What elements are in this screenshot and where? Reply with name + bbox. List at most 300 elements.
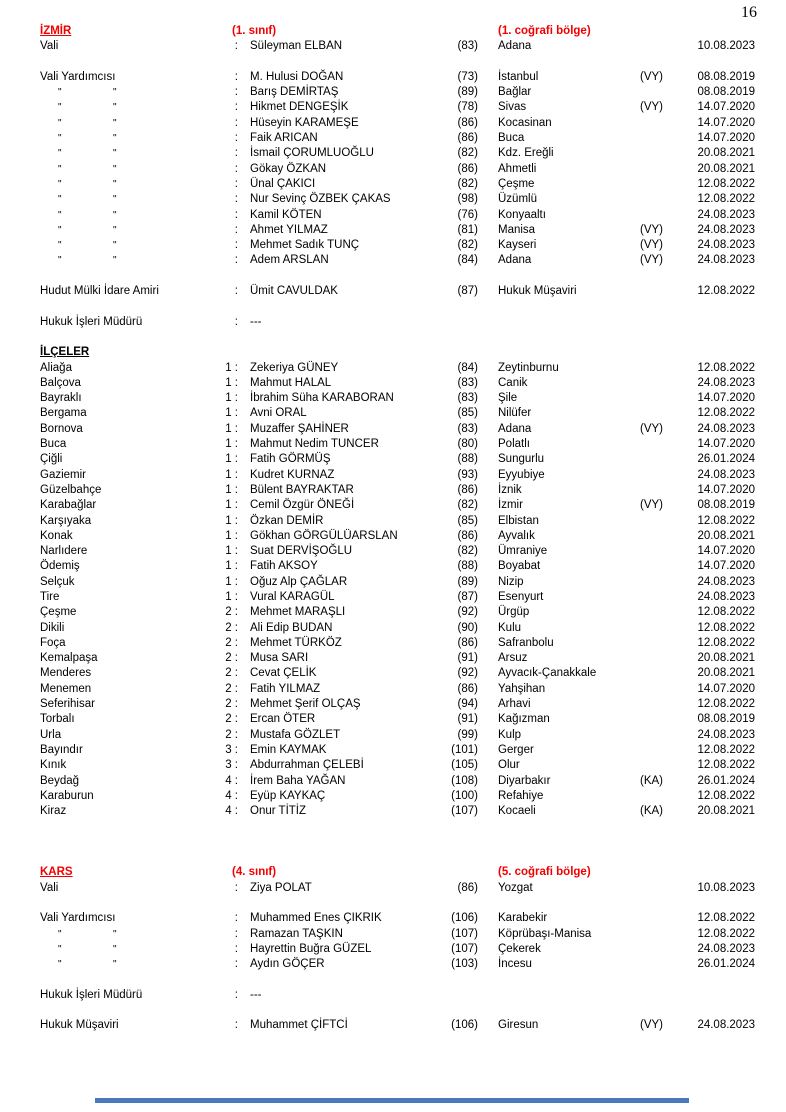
origin-city: İzmir: [498, 499, 523, 512]
role-label: Hukuk İşleri Müdürü: [40, 988, 143, 1001]
ditto-quote-icon: ": [58, 209, 62, 221]
officer-name: Mehmet Sadık TUNÇ: [250, 239, 360, 252]
role-label: Foça: [40, 636, 66, 649]
role-label: Kemalpaşa: [40, 652, 98, 665]
row-number-colon: :: [234, 927, 238, 940]
officer-code: (80): [457, 438, 478, 451]
table-row: [40, 758, 755, 773]
row-number-colon: 1 :: [225, 545, 238, 558]
officer-code: (91): [457, 652, 478, 665]
role-label: Karaburun: [40, 789, 94, 802]
origin-city: Yahşihan: [498, 682, 546, 695]
blank-row: [40, 55, 755, 70]
status-tag: [636, 192, 676, 207]
table-row: [40, 406, 755, 421]
role-label: Gaziemir: [40, 468, 87, 481]
officer-name: İbrahim Süha KARABORAN: [250, 392, 394, 405]
table-row: [40, 483, 755, 498]
row-number-colon: :: [234, 223, 238, 236]
ditto-quote-icon: ": [113, 178, 117, 190]
table-row: [40, 85, 755, 100]
row-number-colon: 1 :: [225, 560, 238, 573]
role-label: Buca: [40, 438, 67, 451]
officer-name: Hüseyin KARAMEŞE: [250, 116, 359, 129]
row-number-colon: 1 :: [225, 392, 238, 405]
row-number-colon: :: [234, 958, 238, 971]
role-label: Kınık: [40, 759, 67, 772]
row-number-colon: :: [234, 208, 238, 221]
role-label: Vali Yardımcısı: [40, 912, 116, 925]
status-tag: [636, 789, 676, 804]
ditto-quote-icon: ": [113, 943, 117, 955]
table-row: [40, 131, 755, 146]
origin-city: Kdz. Ereğli: [498, 147, 554, 160]
role-label: Hudut Mülki İdare Amiri: [40, 285, 159, 298]
ditto-quote-icon: ": [113, 959, 117, 971]
row-number-colon: 4 :: [225, 805, 238, 818]
class-note: (1. sınıf): [232, 25, 277, 37]
officer-name: İrem Baha YAĞAN: [250, 774, 346, 787]
officer-code: (73): [457, 70, 478, 83]
origin-city: Kulu: [498, 621, 522, 634]
table-row: [40, 988, 755, 1003]
officer-name: Özkan DEMİR: [250, 514, 324, 527]
table-row: [40, 636, 755, 651]
role-label: Aliağa: [40, 361, 72, 374]
officer-code: (83): [457, 392, 478, 405]
officer-name: Hikmet DENGEŞİK: [250, 101, 349, 114]
origin-city: Nizip: [498, 575, 524, 588]
origin-city: Üzümlü: [498, 193, 537, 206]
status-tag: (VY): [640, 239, 663, 252]
appointment-date: 24.08.2023: [697, 575, 755, 588]
origin-city: Diyarbakır: [498, 774, 551, 787]
officer-name: ---: [250, 988, 262, 1001]
role-label: Vali: [40, 881, 59, 894]
personnel-list: [40, 24, 755, 1034]
table-row: [40, 942, 755, 957]
province-name: KARS: [40, 866, 73, 879]
row-number-colon: 1 :: [225, 590, 238, 603]
officer-name: Gökay ÖZKAN: [250, 162, 327, 175]
appointment-date: 12.08.2022: [697, 621, 755, 634]
row-number-colon: :: [234, 132, 238, 145]
appointment-date: 26.01.2024: [697, 958, 755, 971]
ditto-quote-icon: ": [58, 102, 62, 114]
appointment-date: 20.08.2021: [697, 529, 755, 542]
appointment-date: 14.07.2020: [697, 483, 755, 496]
ditto-quote-icon: ": [58, 928, 62, 940]
blank-row: [40, 850, 755, 865]
role-label: Çeşme: [40, 606, 77, 619]
status-tag: [636, 208, 676, 223]
status-tag: [636, 651, 676, 666]
status-tag: [636, 697, 676, 712]
status-tag: [636, 942, 676, 957]
origin-city: Gerger: [498, 743, 534, 756]
origin-city: Safranbolu: [498, 636, 554, 649]
officer-code: (93): [457, 468, 478, 481]
ditto-marks: [40, 223, 222, 238]
ditto-quote-icon: ": [58, 117, 62, 129]
blank-row: [40, 972, 755, 987]
officer-code: (100): [451, 789, 478, 802]
table-row: [40, 116, 755, 131]
status-tag: [636, 39, 676, 54]
officer-code: (82): [457, 147, 478, 160]
officer-code: (106): [451, 912, 478, 925]
table-row: [40, 743, 755, 758]
ditto-marks: [40, 253, 222, 268]
ditto-marks: [40, 100, 222, 115]
officer-name: Cemil Özgür ÖNEĞİ: [250, 499, 355, 512]
table-row: [40, 70, 755, 85]
officer-code: (86): [457, 116, 478, 129]
status-tag: [636, 605, 676, 620]
blank-row: [40, 835, 755, 850]
role-label: Bayındır: [40, 743, 83, 756]
origin-city: Eyyubiye: [498, 468, 545, 481]
ditto-quote-icon: ": [58, 959, 62, 971]
appointment-date: 12.08.2022: [697, 927, 755, 940]
role-label: Selçuk: [40, 575, 75, 588]
officer-name: Fatih GÖRMÜŞ: [250, 453, 331, 466]
appointment-date: 24.08.2023: [697, 223, 755, 236]
officer-code: (92): [457, 606, 478, 619]
ditto-marks: [40, 192, 222, 207]
origin-city: Kayseri: [498, 239, 537, 252]
officer-name: Fatih AKSOY: [250, 560, 318, 573]
role-label: Bornova: [40, 422, 83, 435]
appointment-date: 24.08.2023: [697, 468, 755, 481]
origin-city: Ayvalık: [498, 529, 535, 542]
status-tag: [636, 988, 676, 1003]
status-tag: [636, 131, 676, 146]
origin-city: Arhavi: [498, 698, 531, 711]
blank-row: [40, 269, 755, 284]
officer-name: Barış DEMİRTAŞ: [250, 86, 339, 99]
origin-city: Ahmetli: [498, 162, 537, 175]
appointment-date: 10.08.2023: [697, 40, 755, 53]
table-row: [40, 284, 755, 299]
appointment-date: 12.08.2022: [697, 636, 755, 649]
status-tag: [636, 575, 676, 590]
ditto-quote-icon: ": [113, 102, 117, 114]
appointment-date: 12.08.2022: [697, 514, 755, 527]
officer-name: Adem ARSLAN: [250, 254, 329, 267]
origin-city: Yozgat: [498, 881, 533, 894]
row-number-colon: :: [234, 239, 238, 252]
row-number-colon: 2 :: [225, 636, 238, 649]
officer-code: (103): [451, 958, 478, 971]
status-tag: [636, 284, 676, 299]
table-row: [40, 39, 755, 54]
officer-code: (78): [457, 101, 478, 114]
table-row: [40, 911, 755, 926]
officer-name: Eyüp KAYKAÇ: [250, 789, 326, 802]
officer-code: (82): [457, 239, 478, 252]
origin-city: Nilüfer: [498, 407, 532, 420]
districts-heading: İLÇELER: [40, 346, 90, 359]
table-row: [40, 789, 755, 804]
table-row: [40, 804, 755, 819]
officer-code: (81): [457, 223, 478, 236]
ditto-quote-icon: ": [113, 255, 117, 267]
origin-city: Ürgüp: [498, 606, 530, 619]
origin-city: Adana: [498, 40, 532, 53]
ditto-marks: [40, 957, 222, 972]
table-row: [40, 544, 755, 559]
officer-name: Suat DERVİŞOĞLU: [250, 545, 353, 558]
status-tag: [636, 544, 676, 559]
table-row: [40, 223, 755, 238]
table-row: [40, 422, 755, 437]
origin-city: [498, 988, 636, 1003]
officer-name: Musa SARI: [250, 652, 309, 665]
page-number: 16: [741, 4, 757, 21]
officer-name: Muzaffer ŞAHİNER: [250, 422, 349, 435]
appointment-date: 20.08.2021: [697, 652, 755, 665]
row-number-colon: :: [234, 1019, 238, 1032]
row-number-colon: 1 :: [225, 438, 238, 451]
officer-code: (108): [451, 774, 478, 787]
appointment-date: 24.08.2023: [697, 376, 755, 389]
row-number-colon: :: [234, 942, 238, 955]
status-tag: [636, 85, 676, 100]
appointment-date: 20.08.2021: [697, 147, 755, 160]
status-tag: [636, 911, 676, 926]
ditto-quote-icon: ": [58, 194, 62, 206]
role-label: Beydağ: [40, 774, 80, 787]
table-row: [40, 514, 755, 529]
row-number-colon: 1 :: [225, 361, 238, 374]
officer-code: (87): [457, 590, 478, 603]
table-row: [40, 208, 755, 223]
status-tag: [636, 758, 676, 773]
ditto-quote-icon: ": [113, 928, 117, 940]
row-number-colon: :: [234, 254, 238, 267]
role-label: Bayraklı: [40, 392, 82, 405]
appointment-date: 12.08.2022: [697, 698, 755, 711]
table-row: [40, 575, 755, 590]
officer-name: Faik ARICAN: [250, 132, 318, 145]
origin-city: İznik: [498, 483, 522, 496]
role-label: Konak: [40, 529, 73, 542]
officer-code: (86): [457, 162, 478, 175]
row-number-colon: :: [234, 193, 238, 206]
appointment-date: 12.08.2022: [697, 177, 755, 190]
origin-city: Köprübaşı-Manisa: [498, 927, 592, 940]
origin-city: Ümraniye: [498, 545, 548, 558]
ditto-marks: [40, 927, 222, 942]
officer-name: Onur TİTİZ: [250, 805, 307, 818]
subheader-row: [40, 345, 755, 360]
origin-city: Buca: [498, 132, 525, 145]
role-label: Dikili: [40, 621, 65, 634]
status-tag: [636, 881, 676, 896]
ditto-quote-icon: ": [113, 224, 117, 236]
officer-code: (83): [457, 376, 478, 389]
officer-code: (82): [457, 177, 478, 190]
table-row: [40, 315, 755, 330]
ditto-quote-icon: ": [58, 943, 62, 955]
row-number-colon: 2 :: [225, 667, 238, 680]
ditto-quote-icon: ": [58, 133, 62, 145]
ditto-quote-icon: ": [113, 163, 117, 175]
origin-city: Boyabat: [498, 560, 541, 573]
table-row: [40, 146, 755, 161]
officer-name: M. Hulusi DOĞAN: [250, 70, 344, 83]
origin-city: Şile: [498, 392, 518, 405]
appointment-date: 12.08.2022: [697, 606, 755, 619]
table-row: [40, 391, 755, 406]
row-number-colon: 1 :: [225, 453, 238, 466]
section-header-row: [40, 865, 755, 880]
row-number-colon: :: [234, 177, 238, 190]
table-row: [40, 452, 755, 467]
appointment-date: 08.08.2019: [697, 499, 755, 512]
row-number-colon: 2 :: [225, 621, 238, 634]
status-tag: [636, 452, 676, 467]
region-note: (5. coğrafi bölge): [498, 866, 591, 879]
status-tag: [636, 177, 676, 192]
origin-city: Polatlı: [498, 438, 530, 451]
appointment-date: 14.07.2020: [697, 438, 755, 451]
status-tag: [636, 376, 676, 391]
row-number-colon: :: [234, 912, 238, 925]
appointment-date: 12.08.2022: [697, 407, 755, 420]
row-number-colon: 2 :: [225, 698, 238, 711]
officer-code: (86): [457, 682, 478, 695]
officer-code: (106): [451, 1019, 478, 1032]
officer-name: Gökhan GÖRGÜLÜARSLAN: [250, 529, 398, 542]
origin-city: Kulp: [498, 728, 522, 741]
role-label: Güzelbahçe: [40, 483, 102, 496]
appointment-date: 24.08.2023: [697, 1019, 755, 1032]
origin-city: Kocasinan: [498, 116, 552, 129]
appointment-date: [676, 315, 755, 330]
role-label: Balçova: [40, 376, 81, 389]
role-label: Menemen: [40, 682, 92, 695]
table-row: [40, 559, 755, 574]
origin-city: Ayvacık-Çanakkale: [498, 667, 597, 680]
officer-code: [440, 988, 478, 1003]
officer-name: Nur Sevinç ÖZBEK ÇAKAS: [250, 193, 391, 206]
officer-name: Mehmet Şerif OLÇAŞ: [250, 698, 361, 711]
table-row: [40, 529, 755, 544]
status-tag: (VY): [640, 499, 663, 512]
origin-city: Adana: [498, 422, 532, 435]
role-label: Narlıdere: [40, 545, 88, 558]
ditto-quote-icon: ": [58, 255, 62, 267]
officer-name: Zekeriya GÜNEY: [250, 361, 339, 374]
row-number-colon: :: [234, 116, 238, 129]
status-tag: (VY): [640, 422, 663, 435]
officer-name: Mustafa GÖZLET: [250, 728, 341, 741]
row-number-colon: 1 :: [225, 575, 238, 588]
appointment-date: 24.08.2023: [697, 208, 755, 221]
appointment-date: 26.01.2024: [697, 774, 755, 787]
origin-city: Sivas: [498, 101, 527, 114]
appointment-date: 08.08.2019: [697, 86, 755, 99]
officer-code: (84): [457, 361, 478, 374]
table-row: [40, 1018, 755, 1033]
origin-city: Bağlar: [498, 86, 532, 99]
status-tag: (KA): [640, 774, 663, 787]
officer-code: (86): [457, 132, 478, 145]
appointment-date: 24.08.2023: [697, 239, 755, 252]
appointment-date: 26.01.2024: [697, 453, 755, 466]
officer-code: [440, 315, 478, 330]
officer-code: (107): [451, 805, 478, 818]
officer-name: Emin KAYMAK: [250, 743, 327, 756]
status-tag: [636, 162, 676, 177]
appointment-date: 14.07.2020: [697, 392, 755, 405]
officer-code: (83): [457, 422, 478, 435]
officer-code: (101): [451, 743, 478, 756]
appointment-date: [676, 988, 755, 1003]
officer-code: (86): [457, 636, 478, 649]
row-number-colon: :: [234, 162, 238, 175]
row-number-colon: 3 :: [225, 759, 238, 772]
status-tag: [636, 743, 676, 758]
table-row: [40, 238, 755, 253]
table-row: [40, 682, 755, 697]
appointment-date: 10.08.2023: [697, 881, 755, 894]
status-tag: (VY): [640, 1019, 663, 1032]
row-number-colon: 2 :: [225, 713, 238, 726]
row-number-colon: 4 :: [225, 774, 238, 787]
officer-code: (89): [457, 86, 478, 99]
role-label: Hukuk İşleri Müdürü: [40, 315, 143, 328]
status-tag: [636, 529, 676, 544]
row-number-colon: 1 :: [225, 499, 238, 512]
officer-name: Vural KARAGÜL: [250, 590, 335, 603]
role-label: Tire: [40, 590, 60, 603]
role-label: Bergama: [40, 407, 87, 420]
table-row: [40, 376, 755, 391]
ditto-quote-icon: ": [113, 117, 117, 129]
status-tag: [636, 957, 676, 972]
row-number-colon: 1 :: [225, 468, 238, 481]
table-row: [40, 728, 755, 743]
status-tag: [636, 636, 676, 651]
role-label: Menderes: [40, 667, 92, 680]
officer-name: Ümit CAVULDAK: [250, 285, 338, 298]
status-tag: [636, 146, 676, 161]
origin-city: Çekerek: [498, 942, 541, 955]
role-label: Vali: [40, 40, 59, 53]
officer-name: Hayrettin Buğra GÜZEL: [250, 942, 372, 955]
officer-code: (91): [457, 713, 478, 726]
appointment-date: 08.08.2019: [697, 70, 755, 83]
officer-name: Cevat ÇELİK: [250, 667, 317, 680]
table-row: [40, 192, 755, 207]
origin-city: [498, 315, 636, 330]
status-tag: [636, 514, 676, 529]
officer-name: İsmail ÇORUMLUOĞLU: [250, 147, 374, 160]
ditto-marks: [40, 146, 222, 161]
officer-name: Fatih YILMAZ: [250, 682, 321, 695]
officer-name: Muhammet ÇİFTCİ: [250, 1019, 348, 1032]
row-number-colon: 3 :: [225, 743, 238, 756]
origin-city: İncesu: [498, 958, 532, 971]
province-name: İZMİR: [40, 25, 72, 37]
status-tag: [636, 728, 676, 743]
appointment-date: 12.08.2022: [697, 743, 755, 756]
origin-city: Manisa: [498, 223, 536, 236]
blank-row: [40, 330, 755, 345]
